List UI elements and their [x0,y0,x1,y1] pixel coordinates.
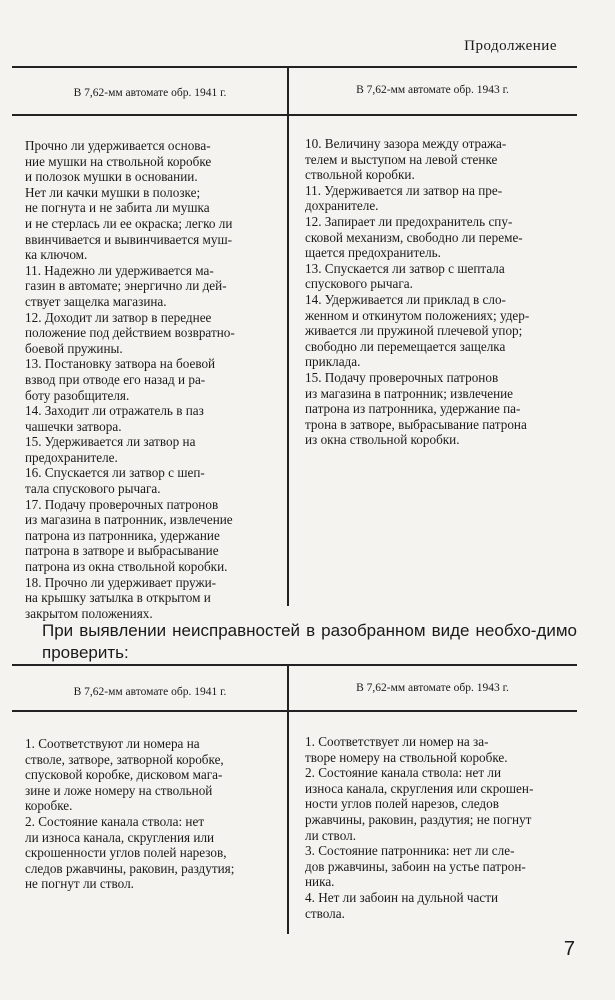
text-line: 10. Величину зазора между отража- [305,136,507,151]
table2-top-rule [12,664,577,666]
text-line: 2. Состояние канала ствола: нет [25,813,205,829]
table1-col1-text [25,138,277,621]
table2-header-rule [12,710,577,712]
text-line: 13. Постановку затвора на боевой [25,356,216,372]
text-line: закрытом положениях. [25,605,153,621]
table2-col2-header: В 7,62-мм автомате обр. 1943 г. [356,682,509,694]
text-line: щается предохранитель. [305,245,441,261]
text-line: спусковой коробке, дисковом мага- [25,767,223,783]
text-line: 12. Доходит ли затвор в переднее [25,309,212,325]
text-line: живается ли пружиной плечевой упор; [305,323,523,339]
text-line: износа канала, скругления или скрошен- [305,780,534,796]
text-line: 14. Заходит ли отражатель в паз [25,403,204,419]
text-line: 2. Состояние канала ствола: нет ли [305,765,502,781]
page-number: 7 [563,938,575,960]
table1-column-divider [287,66,289,606]
text-line: тала спускового рычага. [25,481,161,497]
text-line: 4. Нет ли забоин на дульной части [305,889,499,905]
table2-col1-text [25,736,277,892]
text-line: приклада. [305,354,361,370]
text-line: не погнута и не забита ли мушка [25,200,210,216]
text-line: 11. Надежно ли удерживается ма- [25,262,214,278]
text-line: ствола. [305,905,345,921]
text-line: боту разобщителя. [25,387,130,403]
text-line: творе номеру на ствольной коробке. [305,749,508,765]
text-line: трона в затворе, выбрасывание патрона [305,416,527,432]
text-line: следов ржавчины, раковин, раздутия; [25,860,235,876]
text-line: патрона в затворе и выбрасывание [25,543,219,559]
text-line: скрошенности углов полей нарезов, [25,845,227,861]
table1-col2-text [305,136,570,448]
text-line: 12. Запирает ли предохранитель спу- [305,213,513,229]
text-line: из окна ствольной коробки. [305,432,460,448]
continuation-label: Продолжение [464,38,557,54]
text-line: предохранителе. [25,449,118,465]
text-line: взвод при отводе его назад и ра- [25,371,206,387]
text-line: ствольной коробки. [305,167,415,183]
text-line: стволе, затворе, затворной коробке, [25,751,224,767]
text-line: ние мушки на ствольной коробке [25,153,212,169]
text-line: ствует защелка магазина. [25,293,167,309]
text-line: 1. Соответствуют ли номера на [25,736,200,751]
text-line: ли износа канала, скругления или [25,829,215,845]
text-line: спускового рычага. [305,276,413,292]
text-line: дов ржавчины, забоин на устье патрон- [305,858,526,874]
text-line: патрона из патронника, удержание па- [305,401,521,417]
text-line: из магазина в патронник; извлечение [305,385,514,401]
table2-col1-header: В 7,62-мм автомате обр. 1941 г. [73,686,227,698]
text-line: ли ствол. [305,827,356,843]
text-line: 15. Подачу проверочных патронов [305,369,499,385]
text-line: дохранителе. [305,198,379,214]
text-line: 13. Спускается ли затвор с шептала [305,260,505,276]
text-line: ржавчины, раковин, раздутия; не погнут [305,811,532,827]
table2-col2-text [305,734,570,921]
table2-column-divider [287,664,289,934]
text-line: ника. [305,874,335,890]
text-line: на крышку затылка в открытом и [25,590,211,606]
text-line: не погнут ли ствол. [25,876,134,892]
text-line: женном и откинутом положениях; удер- [305,307,530,323]
text-line: коробке. [25,798,73,814]
text-line: Прочно ли удерживается основа- [25,138,211,153]
text-line: из магазина в патронник, извлечение [25,512,233,528]
text-line: ности углов полей нарезов, следов [305,796,499,812]
text-line: 17. Подачу проверочных патронов [25,496,219,512]
text-line: телем и выступом на левой стенке [305,151,498,167]
text-line: боевой пружины. [25,340,123,356]
table1-col2-header: В 7,62-мм автомате обр. 1943 г. [356,84,509,96]
text-line: патрона из окна ствольной коробки. [25,559,228,575]
text-line: и полозок мушки в основании. [25,169,198,185]
intro-paragraph: При выявлении неисправностей в разобранном виде необхо-димо проверить: [42,621,577,662]
text-line: 1. Соответствует ли номер на за- [305,734,489,749]
text-line: 16. Спускается ли затвор с шеп- [25,465,205,481]
text-line: чашечки затвора. [25,418,122,434]
table1-col1-header: В 7,62-мм автомате обр. 1941 г. [73,87,227,99]
text-line: ввинчивается и вывинчивается муш- [25,231,233,247]
text-line: 14. Удерживается ли приклад в сло- [305,291,506,307]
text-line: 3. Состояние патронника: нет ли сле- [305,843,515,859]
table1-header-rule [12,114,577,116]
text-line: 15. Удерживается ли затвор на [25,434,196,450]
text-line: ка ключом. [25,247,88,263]
text-line: патрона из патронника, удержание [25,527,220,543]
text-line: свободно ли перемещается защелка [305,338,506,354]
text-line: сковой механизм, свободно ли переме- [305,229,523,245]
text-line: Нет ли качки мушки в полозке; [25,184,201,200]
text-line: положение под действием возвратно- [25,325,235,341]
text-line: 11. Удерживается ли затвор на пре- [305,182,503,198]
text-line: и не стерлась ли ее окраска; легко ли [25,215,233,231]
text-line: газин в автомате; энергично ли дей- [25,278,227,294]
text-line: зине и ложе номеру на ствольной [25,782,213,798]
text-line: 18. Прочно ли удерживает пружи- [25,574,217,590]
table1-top-rule [12,66,577,68]
